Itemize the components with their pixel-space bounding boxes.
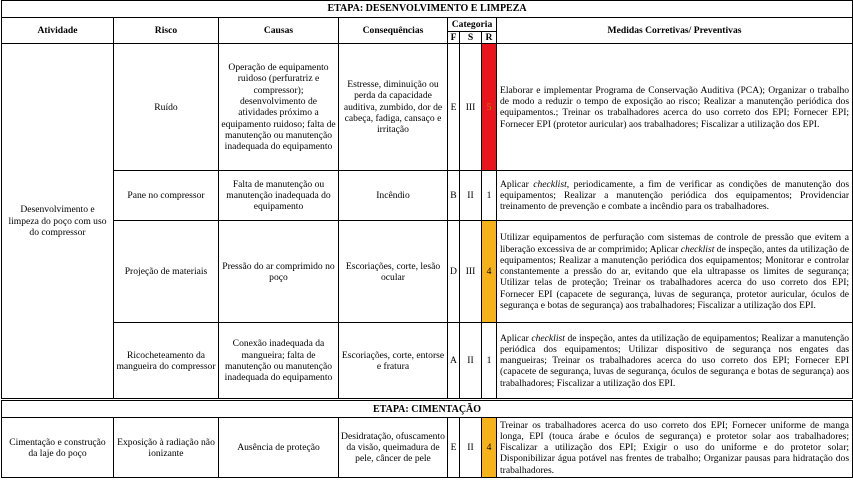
risk-cell: Ruído	[114, 44, 219, 171]
header-risco: Risco	[114, 18, 219, 44]
consequences-cell: Desidratação, ofuscamento da visão, queimadura de pele, câncer de pele	[339, 418, 448, 478]
frequency-cell: A	[448, 323, 460, 400]
frequency-cell: D	[448, 221, 460, 323]
severity-cell: II	[460, 323, 482, 400]
measures-emphasis: checklist	[531, 332, 565, 344]
severity-cell: II	[460, 418, 482, 478]
measures-text: Aplicar	[500, 178, 534, 190]
table-row	[2, 323, 853, 400]
risk-level-cell: 1	[482, 171, 497, 221]
column-header-row	[2, 18, 853, 32]
stage-header-row	[2, 1, 853, 18]
causes-cell: Ausência de proteção	[219, 418, 339, 478]
measures-text: de inspeção, antes da utilização de equipamentos; Realizar a manutenção periódica dos equipamentos; Utilizar dispositivo de segurança nos engates das mangueiras; Treinar os trabalhadores acerca do uso correto dos EPI; Fornecer EPI (capacete de segurança, luvas de segurança, óculos de segurança e botas de segurança) aos trabalhadores; Fiscalizar a utilização dos EPI.	[500, 332, 850, 389]
measures-text: Aplicar	[500, 332, 532, 344]
causes-cell: Falta de manutenção ou manutenção inadequada do equipamento	[219, 171, 339, 221]
risk-table	[1, 0, 853, 478]
header-causas: Causas	[219, 18, 339, 44]
causes-cell: Pressão do ar comprimido no poço	[219, 221, 339, 323]
consequences-cell: Escoriações, corte, lesão ocular	[339, 221, 448, 323]
table-row	[2, 418, 853, 478]
header-atividade: Atividade	[2, 18, 114, 44]
stage-header-row	[2, 400, 853, 418]
risk-level-cell: 4	[482, 221, 497, 323]
consequences-cell: Estresse, diminuição ou perda da capacidade auditiva, zumbido, dor de cabeça, fadiga, cansaço e irritação	[339, 44, 448, 171]
header-r: R	[482, 32, 497, 44]
causes-cell: Conexão inadequada da mangueira; falta de manutenção ou manutenção inadequada do equipamento	[219, 323, 339, 400]
measures-cell: Treinar os trabalhadores acerca do uso correto dos EPI; Fornecer uniforme de manga longa, EPI (touca árabe e óculos de segurança) e protetor solar aos trabalhadores; Fiscalizar a utilização dos EPI; Exigir o uso do uniforme e do protetor solar; Disponibilizar água potável nas frentes de trabalho; Organizar pausas para hidratação dos trabalhadores.	[497, 418, 853, 478]
risk-level-cell: 5	[482, 44, 497, 171]
frequency-cell: E	[448, 44, 460, 171]
severity-cell: III	[460, 221, 482, 323]
risk-cell: Exposição à radiação não ionizante	[114, 418, 219, 478]
header-medidas: Medidas Corretivas/ Preventivas	[497, 18, 853, 44]
risk-cell: Projeção de materiais	[114, 221, 219, 323]
measures-text: Utilizar equipamentos de perfuração com sistemas de controle de pressão que evitem a liberação excessiva de ar comprimido; Aplicar	[500, 232, 850, 255]
severity-cell: III	[460, 44, 482, 171]
consequences-cell: Incêndio	[339, 171, 448, 221]
severity-cell: II	[460, 171, 482, 221]
header-consequencias: Consequências	[339, 18, 448, 44]
table-row	[2, 171, 853, 221]
frequency-cell: B	[448, 171, 460, 221]
table-row	[2, 221, 853, 323]
measures-cell	[497, 221, 853, 323]
measures-text: , periodicamente, a fim de verificar as condições de manutenção dos equipamentos; Realizar a manutenção periódica dos equipamentos; Providenciar treinamento de prevenção e combate a incêndio para os trabalhadores.	[500, 178, 850, 213]
table-row	[2, 44, 853, 171]
risk-level-cell: 1	[482, 323, 497, 400]
header-categoria: Categoria	[448, 18, 497, 32]
measures-cell	[497, 323, 853, 400]
measures-cell: Elaborar e implementar Programa de Conservação Auditiva (PCA); Organizar o trabalho de modo a reduzir o tempo de exposição ao risco; Realizar a manutenção periódica dos equipamentos.; Treinar os trabalhadores acerca do uso correto dos EPI; Fornecer EPI; Fornecer EPI (protetor auricular) aos trabalhadores; Fiscalizar a utilização dos EPI.	[497, 44, 853, 171]
measures-emphasis: checklist	[533, 178, 567, 190]
activity-cell: Cimentação e construção da laje do poço	[2, 418, 114, 478]
activity-cell: Desenvolvimento e limpeza do poço com uso do compressor	[2, 44, 114, 400]
consequences-cell: Escoriações, corte, entorse e fratura	[339, 323, 448, 400]
risk-level-cell: 4	[482, 418, 497, 478]
measures-cell	[497, 171, 853, 221]
frequency-cell: E	[448, 418, 460, 478]
stage-title: ETAPA: DESENVOLVIMENTO E LIMPEZA	[2, 1, 853, 18]
header-s: S	[460, 32, 482, 44]
measures-emphasis: checklist	[680, 243, 715, 255]
stage-title: ETAPA: CIMENTAÇÃO	[2, 400, 853, 418]
measures-text: de inspeção, antes da utilização de equipamentos; Realizar a manutenção periódica dos equipamentos; Monitorar e controlar constantemente a pressão do ar, evitando que ela ultrapasse os limites de segurança; Utilizar telas de proteção; Treinar os trabalhadores acerca do uso correto dos EPI; Fornecer EPI (capacete de segurança, luvas de segurança, protetor auricular, óculos de segurança e botas de segurança) aos trabalhadores; Fiscalizar a utilização dos EPI.	[500, 243, 850, 312]
risk-cell: Ricocheteamento da mangueira do compressor	[114, 323, 219, 400]
causes-cell: Operação de equipamento ruidoso (perfuratriz e compressor); desenvolvimento de atividades próximo a equipamento ruidoso; falta de manutenção ou manutenção inadequada do equipamento	[219, 44, 339, 171]
header-f: F	[448, 32, 460, 44]
risk-cell: Pane no compressor	[114, 171, 219, 221]
